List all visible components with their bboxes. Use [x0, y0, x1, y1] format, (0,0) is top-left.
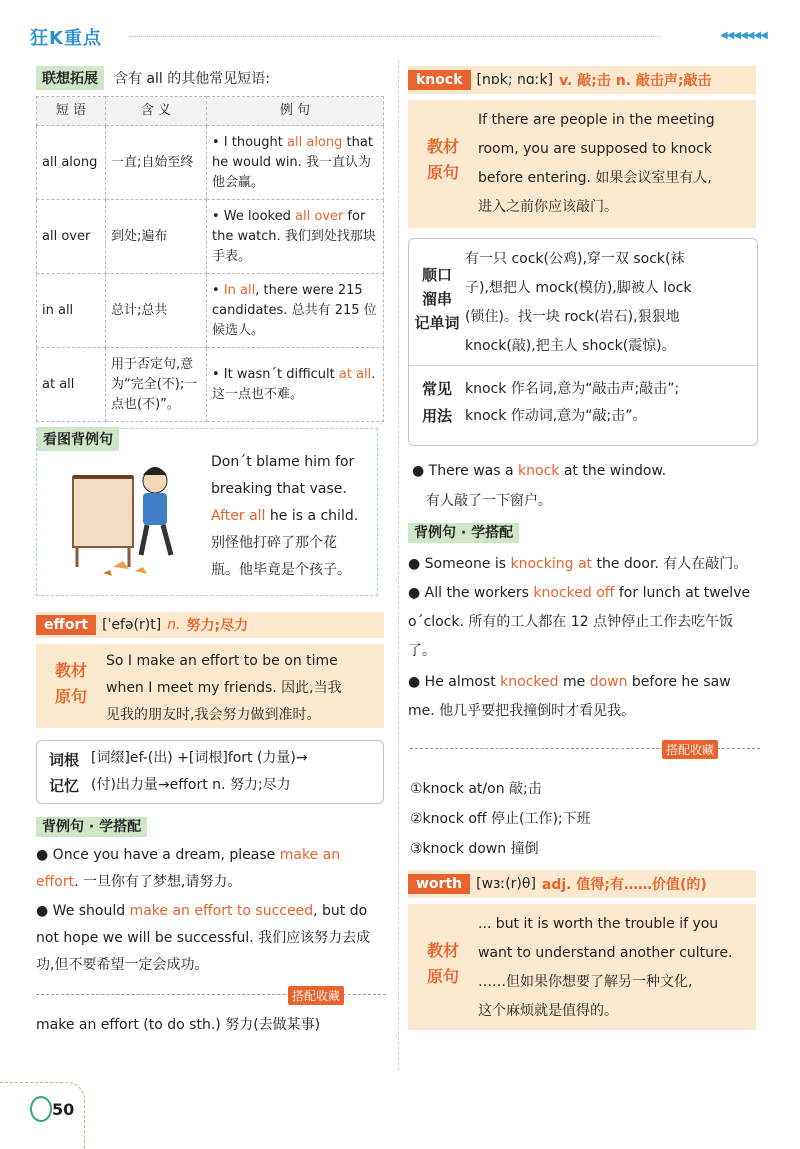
- caption-text: he is a child.: [265, 508, 359, 524]
- phrase-table: [36, 96, 384, 422]
- left-example-section: [36, 816, 386, 979]
- label-line: 原句: [426, 163, 459, 182]
- collect-label: 搭配收藏: [662, 740, 718, 759]
- example-sentence: ● We should make an effort to succeed, but do not hope we will be successful. 我们应该努力去成功,但不要希望一定会成功。: [36, 903, 371, 973]
- collect-item: ②knock off 停止(工作);下班: [410, 811, 591, 827]
- root-text: [91, 741, 308, 803]
- knock-entry: [408, 66, 756, 228]
- caption-line: [211, 503, 371, 530]
- collect-item: make an effort (to do sth.) 努力(去做某事): [36, 1017, 321, 1033]
- sentence-line: 进入之前你应该敲门。: [478, 199, 618, 215]
- phonetic: [wɜː(r)θ]: [476, 876, 536, 892]
- phrase-cell: all along: [37, 126, 106, 200]
- sentence-text: at the window.: [559, 463, 667, 479]
- meaning-cell: 到处;遍布: [106, 200, 207, 274]
- mnemonic-line: 有一只 cock(公鸡),穿一双 sock(袜: [465, 251, 685, 267]
- root-line: [词缀]ef-(出) +[词根]fort (力量)→: [91, 750, 308, 766]
- caption-line: Don´t blame him for: [211, 454, 355, 470]
- example-highlight: In all: [223, 282, 256, 298]
- lianxiang-section: [36, 66, 386, 422]
- usage-line: knock 作名词,意为“敲击声;敲击”;: [465, 381, 680, 397]
- sentence-text: Someone is: [424, 556, 511, 572]
- sentence-highlight: make an effort to succeed: [129, 903, 314, 919]
- label-line: 原句: [54, 687, 87, 706]
- example-text: •: [212, 282, 224, 298]
- sentence-line: 见我的朋友时,我会努力做到准时。: [106, 707, 321, 723]
- textbook-label: [408, 904, 478, 1030]
- label-line: 原句: [426, 967, 459, 986]
- sentence-text: All the workers: [424, 585, 534, 601]
- example-cell: [207, 126, 384, 200]
- label-line: 顺口: [421, 266, 452, 284]
- picture-caption: [211, 449, 371, 584]
- example-text: • We looked: [212, 208, 295, 224]
- example-text: , there were 215 candidates. 总共有 215 位候选人。: [212, 282, 377, 338]
- sentence-line: ……但如果你想要了解另一种文化,: [478, 974, 693, 990]
- page-number: 50: [52, 1100, 75, 1119]
- phrase-cell: at all: [37, 348, 106, 422]
- label-line: 教材: [426, 941, 459, 960]
- usage-line: knock 作动词,意为“敲;击”。: [465, 408, 647, 424]
- mnemonic-box: [408, 238, 758, 446]
- sentence-text: , but do not hope we will be successful. 我们应该努力去成功,但不要希望一定会成功。: [36, 903, 371, 973]
- collect-label: 搭配收藏: [288, 986, 344, 1005]
- textbook-sentence: [478, 904, 756, 1030]
- mnemonic-line: (锁住)。找一块 rock(岩石),狠狠地: [465, 309, 680, 325]
- textbook-label: [36, 644, 106, 728]
- label-line: 教材: [54, 661, 87, 680]
- example-sentence: ● Once you have a dream, please make an effort. 一旦你有了梦想,请努力。: [36, 847, 341, 890]
- example-tag: 背例句 · 学搭配: [408, 523, 519, 543]
- caption-line: 别怪他打碎了那个花: [211, 535, 337, 551]
- logo-text: 狂K重点: [30, 28, 102, 49]
- column-divider: [398, 60, 399, 1070]
- picture-section: [36, 428, 378, 596]
- sentence-line: before entering. 如果会议室里有人,: [478, 170, 712, 186]
- effort-entry: [36, 612, 384, 728]
- sentence-text: . 一旦你有了梦想,请努力。: [74, 874, 242, 890]
- example-sentence: ● All the workers knocked off for lunch at twelve o´clock. 所有的工人都在 12 点钟停止工作去吃午饭了。: [408, 585, 751, 659]
- example-highlight: all along: [287, 134, 343, 150]
- right-example-section: [408, 522, 758, 726]
- caption-highlight: After all: [211, 508, 266, 524]
- table-row: [37, 200, 384, 274]
- meaning-cell: 总计;总共: [106, 274, 207, 348]
- label-line: 常见: [421, 380, 452, 398]
- pos: n.: [167, 617, 181, 633]
- header-rule: [130, 36, 660, 37]
- worth-entry: [408, 870, 756, 1030]
- meaning-cell: 用于否定句,意为“完全(不);一点也(不)”。: [106, 348, 207, 422]
- mnemonic-line: knock(敲),把主人 shock(震惊)。: [465, 338, 676, 354]
- headword-effort: effort: [36, 615, 96, 635]
- sentence-text: Once you have a dream, please: [52, 847, 280, 863]
- phonetic: [nɒk; nɑːk]: [476, 72, 554, 88]
- label-line: 溜串: [421, 290, 452, 308]
- sentence-translation: 有人敲了一下窗户。: [426, 493, 552, 509]
- headword-worth: worth: [408, 874, 470, 894]
- example-cell: [207, 274, 384, 348]
- label-line: 用法: [421, 407, 452, 425]
- collect-item: ③knock down 撞倒: [410, 841, 539, 857]
- sentence-text: We should: [52, 903, 130, 919]
- example-tag: 背例句 · 学搭配: [36, 817, 147, 837]
- sentence-line: So I make an effort to be on time: [106, 653, 338, 669]
- sentence-text: There was a: [428, 463, 519, 479]
- sentence-line: want to understand another culture.: [478, 945, 733, 961]
- collect-item: ①knock at/on 敲;击: [410, 781, 542, 797]
- example-text: for the watch. 我们到处找那块手表。: [212, 208, 376, 264]
- label-line: 词根: [48, 751, 79, 769]
- sentence-highlight: knocked off: [533, 585, 615, 601]
- phonetic: [ˈefə(r)t]: [102, 617, 162, 633]
- usage-text: [465, 366, 757, 444]
- sentence-text: for lunch at twelve o´clock. 所有的工人都在 12 点钟停止工作去吃午饭了。: [408, 585, 751, 659]
- definition: adj. 值得;有……价值(的): [541, 877, 707, 893]
- collect-list: [410, 774, 591, 864]
- meaning-cell: 一直;自始至终: [106, 126, 207, 200]
- col-phrase: 短 语: [37, 97, 106, 126]
- mnemonic-line: 子),想把人 mock(模仿),脚被人 lock: [465, 280, 692, 296]
- sentence-line: 这个麻烦就是值得的。: [478, 1003, 618, 1019]
- header-logo: [30, 24, 102, 50]
- root-line: (付)出力量→effort n. 努力;尽力: [91, 777, 291, 793]
- window-example: ● There was a knock at the window. 有人敲了一下窗户。: [412, 456, 758, 516]
- example-sentence: ● He almost knocked me down before he saw me. 他几乎要把我撞倒时才看见我。: [408, 674, 731, 719]
- header-arrows-icon: ◀◀◀◀◀◀◀: [720, 30, 767, 41]
- table-row: [37, 126, 384, 200]
- headword-knock: knock: [408, 70, 471, 90]
- sentence-text: the door. 有人在敲门。: [592, 556, 748, 572]
- picture-tag: 看图背例句: [37, 427, 119, 451]
- col-meaning: 含 义: [106, 97, 207, 126]
- caption-line: breaking that vase.: [211, 481, 347, 497]
- example-text: . 这一点也不难。: [212, 366, 376, 402]
- example-text: • I thought: [212, 134, 288, 150]
- phrase-cell: all over: [37, 200, 106, 274]
- example-highlight: at all: [338, 366, 372, 382]
- phrase-cell: in all: [37, 274, 106, 348]
- balloon-icon: [30, 1096, 52, 1122]
- caption-line: 瓶。他毕竟是个孩子。: [211, 562, 351, 578]
- example-text: that he would win. 我一直认为他会赢。: [212, 134, 373, 190]
- table-row: [37, 274, 384, 348]
- example-highlight: all over: [295, 208, 344, 224]
- sentence-text: me: [558, 674, 590, 690]
- boy-breaking-vase-illustration: [43, 455, 203, 585]
- table-header: [37, 97, 384, 126]
- example-cell: [207, 200, 384, 274]
- sentence-highlight: knocked: [500, 674, 559, 690]
- lianxiang-intro: 含有 all 的其他常见短语:: [114, 71, 270, 87]
- sentence-text: He almost: [424, 674, 501, 690]
- example-text: • It wasn´t difficult: [212, 366, 339, 382]
- textbook-label: [408, 100, 478, 228]
- col-example: 例 句: [207, 97, 384, 126]
- sentence-highlight: make an effort: [36, 847, 341, 890]
- sentence-highlight: knock: [518, 463, 560, 479]
- sentence-line: when I meet my friends. 因此,当我: [106, 680, 342, 696]
- sentence-line: room, you are supposed to knock: [478, 141, 712, 157]
- sentence-highlight: down: [589, 674, 628, 690]
- lianxiang-tag: 联想拓展: [36, 66, 104, 90]
- definition: 努力;尽力: [186, 618, 249, 634]
- table-row: [37, 348, 384, 422]
- sentence-line: If there are people in the meeting: [478, 112, 715, 128]
- usage-label: [409, 366, 465, 444]
- sentence-highlight: knocking at: [510, 556, 593, 572]
- example-cell: [207, 348, 384, 422]
- mnemonic-label: [409, 239, 465, 365]
- label-line: 教材: [426, 137, 459, 156]
- example-sentence: ● Someone is knocking at the door. 有人在敲门。: [408, 556, 748, 572]
- label-line: 记单词: [414, 314, 460, 332]
- textbook-sentence: [106, 644, 384, 728]
- root-memory-box: [36, 740, 384, 804]
- definition: v. 敲;击 n. 敲击声;敲击: [559, 73, 712, 89]
- sentence-line: ... but it is worth the trouble if you: [478, 916, 719, 932]
- label-line: 记忆: [48, 777, 79, 795]
- textbook-sentence: [478, 100, 756, 228]
- mnemonic-text: [465, 239, 757, 365]
- root-label: [37, 741, 91, 803]
- sentence-text: before he saw me. 他几乎要把我撞倒时才看见我。: [408, 674, 731, 719]
